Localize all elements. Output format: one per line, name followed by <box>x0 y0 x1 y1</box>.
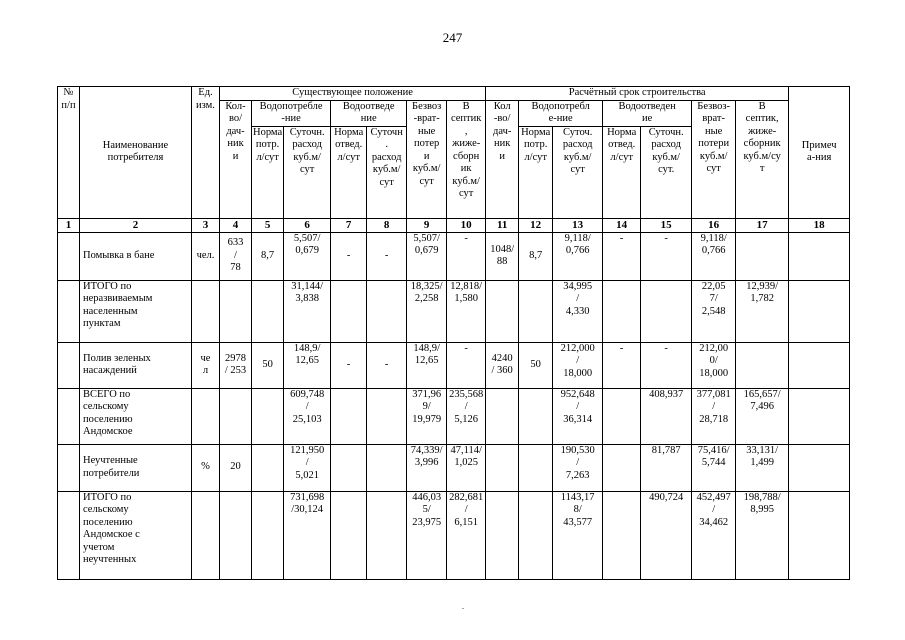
col-number: 17 <box>736 218 789 232</box>
cell-p-dr-norm: - <box>603 342 641 388</box>
cell-dr-norm <box>331 491 367 579</box>
cell-p-dr-daily: 408,937 <box>641 388 692 444</box>
cell-p-septic <box>736 232 789 280</box>
cell-p-cons-daily: 212,000 / 18,000 <box>553 342 603 388</box>
water-balance-table <box>57 86 850 580</box>
col-number: 13 <box>553 218 603 232</box>
cell-qty: 2978 / 253 <box>220 342 252 388</box>
cell-dr-daily <box>367 388 407 444</box>
cell-p-losses: 212,00 0/ 18,000 <box>692 342 736 388</box>
cell-p-septic <box>736 342 789 388</box>
col-number: 1 <box>58 218 80 232</box>
column-number-row <box>58 218 850 232</box>
cell-cons-norm <box>252 444 284 491</box>
page-mark: . <box>462 602 464 611</box>
cell-dr-norm: - <box>331 342 367 388</box>
header-name: Наименование потребителя <box>80 87 192 219</box>
header-e-losses: Безвоз -врат- ные потер и куб.м/ сут <box>407 100 447 218</box>
cell-cons-daily: 121,950 / 5,021 <box>284 444 331 491</box>
cell-p-dr-daily: 81,787 <box>641 444 692 491</box>
header-row-1 <box>58 87 850 101</box>
header-e-consumption: Водопотребле -ние <box>252 100 331 126</box>
cell-name: ВСЕГО по сельскому поселению Андомское <box>80 388 192 444</box>
table-row <box>58 342 850 388</box>
header-e-qty: Кол- во/ дач- ник и <box>220 100 252 218</box>
cell-num <box>58 388 80 444</box>
cell-septic: - <box>447 342 486 388</box>
header-p-losses: Безвоз- врат- ные потери куб.м/ сут <box>692 100 736 218</box>
header-p-consumption: Водопотребл e-ние <box>519 100 603 126</box>
header-e-cons-daily: Суточн. расход куб.м/ сут <box>284 126 331 218</box>
cell-dr-norm: - <box>331 232 367 280</box>
cell-p-qty <box>486 280 519 342</box>
cell-p-cons-norm <box>519 280 553 342</box>
cell-p-losses: 75,416/ 5,744 <box>692 444 736 491</box>
col-number: 4 <box>220 218 252 232</box>
cell-cons-daily: 5,507/ 0,679 <box>284 232 331 280</box>
cell-p-losses: 22,05 7/ 2,548 <box>692 280 736 342</box>
cell-septic: 12,818/ 1,580 <box>447 280 486 342</box>
col-number: 16 <box>692 218 736 232</box>
cell-cons-daily: 731,698 /30,124 <box>284 491 331 579</box>
cell-p-septic: 198,788/ 8,995 <box>736 491 789 579</box>
cell-cons-norm <box>252 280 284 342</box>
cell-notes <box>789 232 850 280</box>
cell-dr-daily: - <box>367 232 407 280</box>
cell-qty: 633 / 78 <box>220 232 252 280</box>
header-p-drainage: Водоотведен ие <box>603 100 692 126</box>
header-e-septic: В септик , жиже- сборн ик куб.м/ сут <box>447 100 486 218</box>
cell-p-losses: 9,118/ 0,766 <box>692 232 736 280</box>
cell-name: Неучтенные потребители <box>80 444 192 491</box>
header-p-septic: В септик, жиже- сборник куб.м/су т <box>736 100 789 218</box>
header-p-dr-daily: Суточн. расход куб.м/ сут. <box>641 126 692 218</box>
cell-cons-norm: 8,7 <box>252 232 284 280</box>
cell-unit: % <box>192 444 220 491</box>
cell-qty <box>220 491 252 579</box>
header-p-cons-daily: Суточ. расход куб.м/ сут <box>553 126 603 218</box>
col-number: 3 <box>192 218 220 232</box>
header-existing: Существующее положение <box>220 87 486 101</box>
cell-unit: че л <box>192 342 220 388</box>
header-p-cons-norm: Норма потр. л/сут <box>519 126 553 218</box>
cell-p-qty <box>486 444 519 491</box>
cell-num <box>58 232 80 280</box>
col-number: 11 <box>486 218 519 232</box>
cell-p-dr-daily <box>641 280 692 342</box>
cell-name: Помывка в бане <box>80 232 192 280</box>
cell-qty <box>220 388 252 444</box>
cell-unit <box>192 491 220 579</box>
table-row <box>58 388 850 444</box>
cell-p-cons-norm <box>519 491 553 579</box>
col-number: 15 <box>641 218 692 232</box>
cell-septic: 47,114/ 1,025 <box>447 444 486 491</box>
cell-p-cons-daily: 1143,17 8/ 43,577 <box>553 491 603 579</box>
header-p-qty: Кол -во/ дач- ник и <box>486 100 519 218</box>
cell-p-cons-norm <box>519 444 553 491</box>
cell-notes <box>789 491 850 579</box>
cell-losses: 148,9/ 12,65 <box>407 342 447 388</box>
cell-name: ИТОГО по сельскому поселению Андомское с учетом неучтенных <box>80 491 192 579</box>
cell-dr-daily <box>367 280 407 342</box>
header-e-dr-daily: Суточн . расход куб.м/ сут <box>367 126 407 218</box>
header-projected: Расчётный срок строительства <box>486 87 789 101</box>
col-number: 9 <box>407 218 447 232</box>
header-notes: Примеч а-ния <box>789 87 850 219</box>
cell-cons-norm: 50 <box>252 342 284 388</box>
cell-unit <box>192 388 220 444</box>
header-p-dr-norm: Норма отвед. л/сут <box>603 126 641 218</box>
cell-p-losses: 377,081 / 28,718 <box>692 388 736 444</box>
cell-septic: - <box>447 232 486 280</box>
cell-cons-daily: 609,748 / 25,103 <box>284 388 331 444</box>
cell-p-septic: 33,131/ 1,499 <box>736 444 789 491</box>
cell-cons-norm <box>252 388 284 444</box>
cell-p-cons-norm <box>519 388 553 444</box>
cell-dr-norm <box>331 444 367 491</box>
col-number: 10 <box>447 218 486 232</box>
cell-notes <box>789 280 850 342</box>
table-row <box>58 491 850 579</box>
header-e-cons-norm: Норма потр. л/сут <box>252 126 284 218</box>
header-num: № п/п <box>58 87 80 219</box>
cell-losses: 5,507/ 0,679 <box>407 232 447 280</box>
cell-septic: 235,568 / 5,126 <box>447 388 486 444</box>
cell-p-cons-daily: 190,530 / 7,263 <box>553 444 603 491</box>
cell-p-dr-daily: - <box>641 232 692 280</box>
cell-p-dr-norm <box>603 388 641 444</box>
cell-p-dr-norm <box>603 491 641 579</box>
cell-p-cons-daily: 9,118/ 0,766 <box>553 232 603 280</box>
cell-losses: 446,03 5/ 23,975 <box>407 491 447 579</box>
header-e-drainage: Водоотведе ние <box>331 100 407 126</box>
cell-p-cons-daily: 34,995 / 4,330 <box>553 280 603 342</box>
cell-p-qty <box>486 388 519 444</box>
cell-p-dr-norm <box>603 280 641 342</box>
cell-p-qty <box>486 491 519 579</box>
cell-p-dr-daily: 490,724 <box>641 491 692 579</box>
cell-unit <box>192 280 220 342</box>
cell-num <box>58 280 80 342</box>
col-number: 7 <box>331 218 367 232</box>
cell-cons-daily: 148,9/ 12,65 <box>284 342 331 388</box>
cell-qty <box>220 280 252 342</box>
page-number: 247 <box>442 30 463 45</box>
cell-notes <box>789 388 850 444</box>
cell-unit: чел. <box>192 232 220 280</box>
cell-p-septic: 12,939/ 1,782 <box>736 280 789 342</box>
col-number: 2 <box>80 218 192 232</box>
cell-dr-daily <box>367 491 407 579</box>
cell-p-dr-norm <box>603 444 641 491</box>
col-number: 14 <box>603 218 641 232</box>
table-row <box>58 232 850 280</box>
cell-cons-norm <box>252 491 284 579</box>
cell-num <box>58 342 80 388</box>
cell-losses: 74,339/ 3,996 <box>407 444 447 491</box>
cell-dr-daily: - <box>367 342 407 388</box>
col-number: 8 <box>367 218 407 232</box>
col-number: 5 <box>252 218 284 232</box>
col-number: 6 <box>284 218 331 232</box>
table-row <box>58 280 850 342</box>
cell-dr-daily <box>367 444 407 491</box>
cell-qty: 20 <box>220 444 252 491</box>
cell-p-septic: 165,657/ 7,496 <box>736 388 789 444</box>
cell-num <box>58 491 80 579</box>
cell-dr-norm <box>331 280 367 342</box>
cell-p-cons-norm: 8,7 <box>519 232 553 280</box>
cell-p-cons-norm: 50 <box>519 342 553 388</box>
cell-losses: 371,96 9/ 19,979 <box>407 388 447 444</box>
header-unit: Ед. изм. <box>192 87 220 219</box>
cell-cons-daily: 31,144/ 3,838 <box>284 280 331 342</box>
header-e-dr-norm: Норма отвед. л/сут <box>331 126 367 218</box>
cell-p-dr-norm: - <box>603 232 641 280</box>
table-row <box>58 444 850 491</box>
cell-notes <box>789 342 850 388</box>
cell-name: ИТОГО по неразвиваемым населенным пунктам <box>80 280 192 342</box>
cell-p-qty: 1048/ 88 <box>486 232 519 280</box>
cell-p-dr-daily: - <box>641 342 692 388</box>
cell-p-losses: 452,497 / 34,462 <box>692 491 736 579</box>
cell-notes <box>789 444 850 491</box>
col-number: 12 <box>519 218 553 232</box>
cell-losses: 18,325/ 2,258 <box>407 280 447 342</box>
cell-p-cons-daily: 952,648 / 36,314 <box>553 388 603 444</box>
cell-name: Полив зеленых насаждений <box>80 342 192 388</box>
cell-septic: 282,681 / 6,151 <box>447 491 486 579</box>
col-number: 18 <box>789 218 850 232</box>
cell-dr-norm <box>331 388 367 444</box>
cell-num <box>58 444 80 491</box>
cell-p-qty: 4240 / 360 <box>486 342 519 388</box>
